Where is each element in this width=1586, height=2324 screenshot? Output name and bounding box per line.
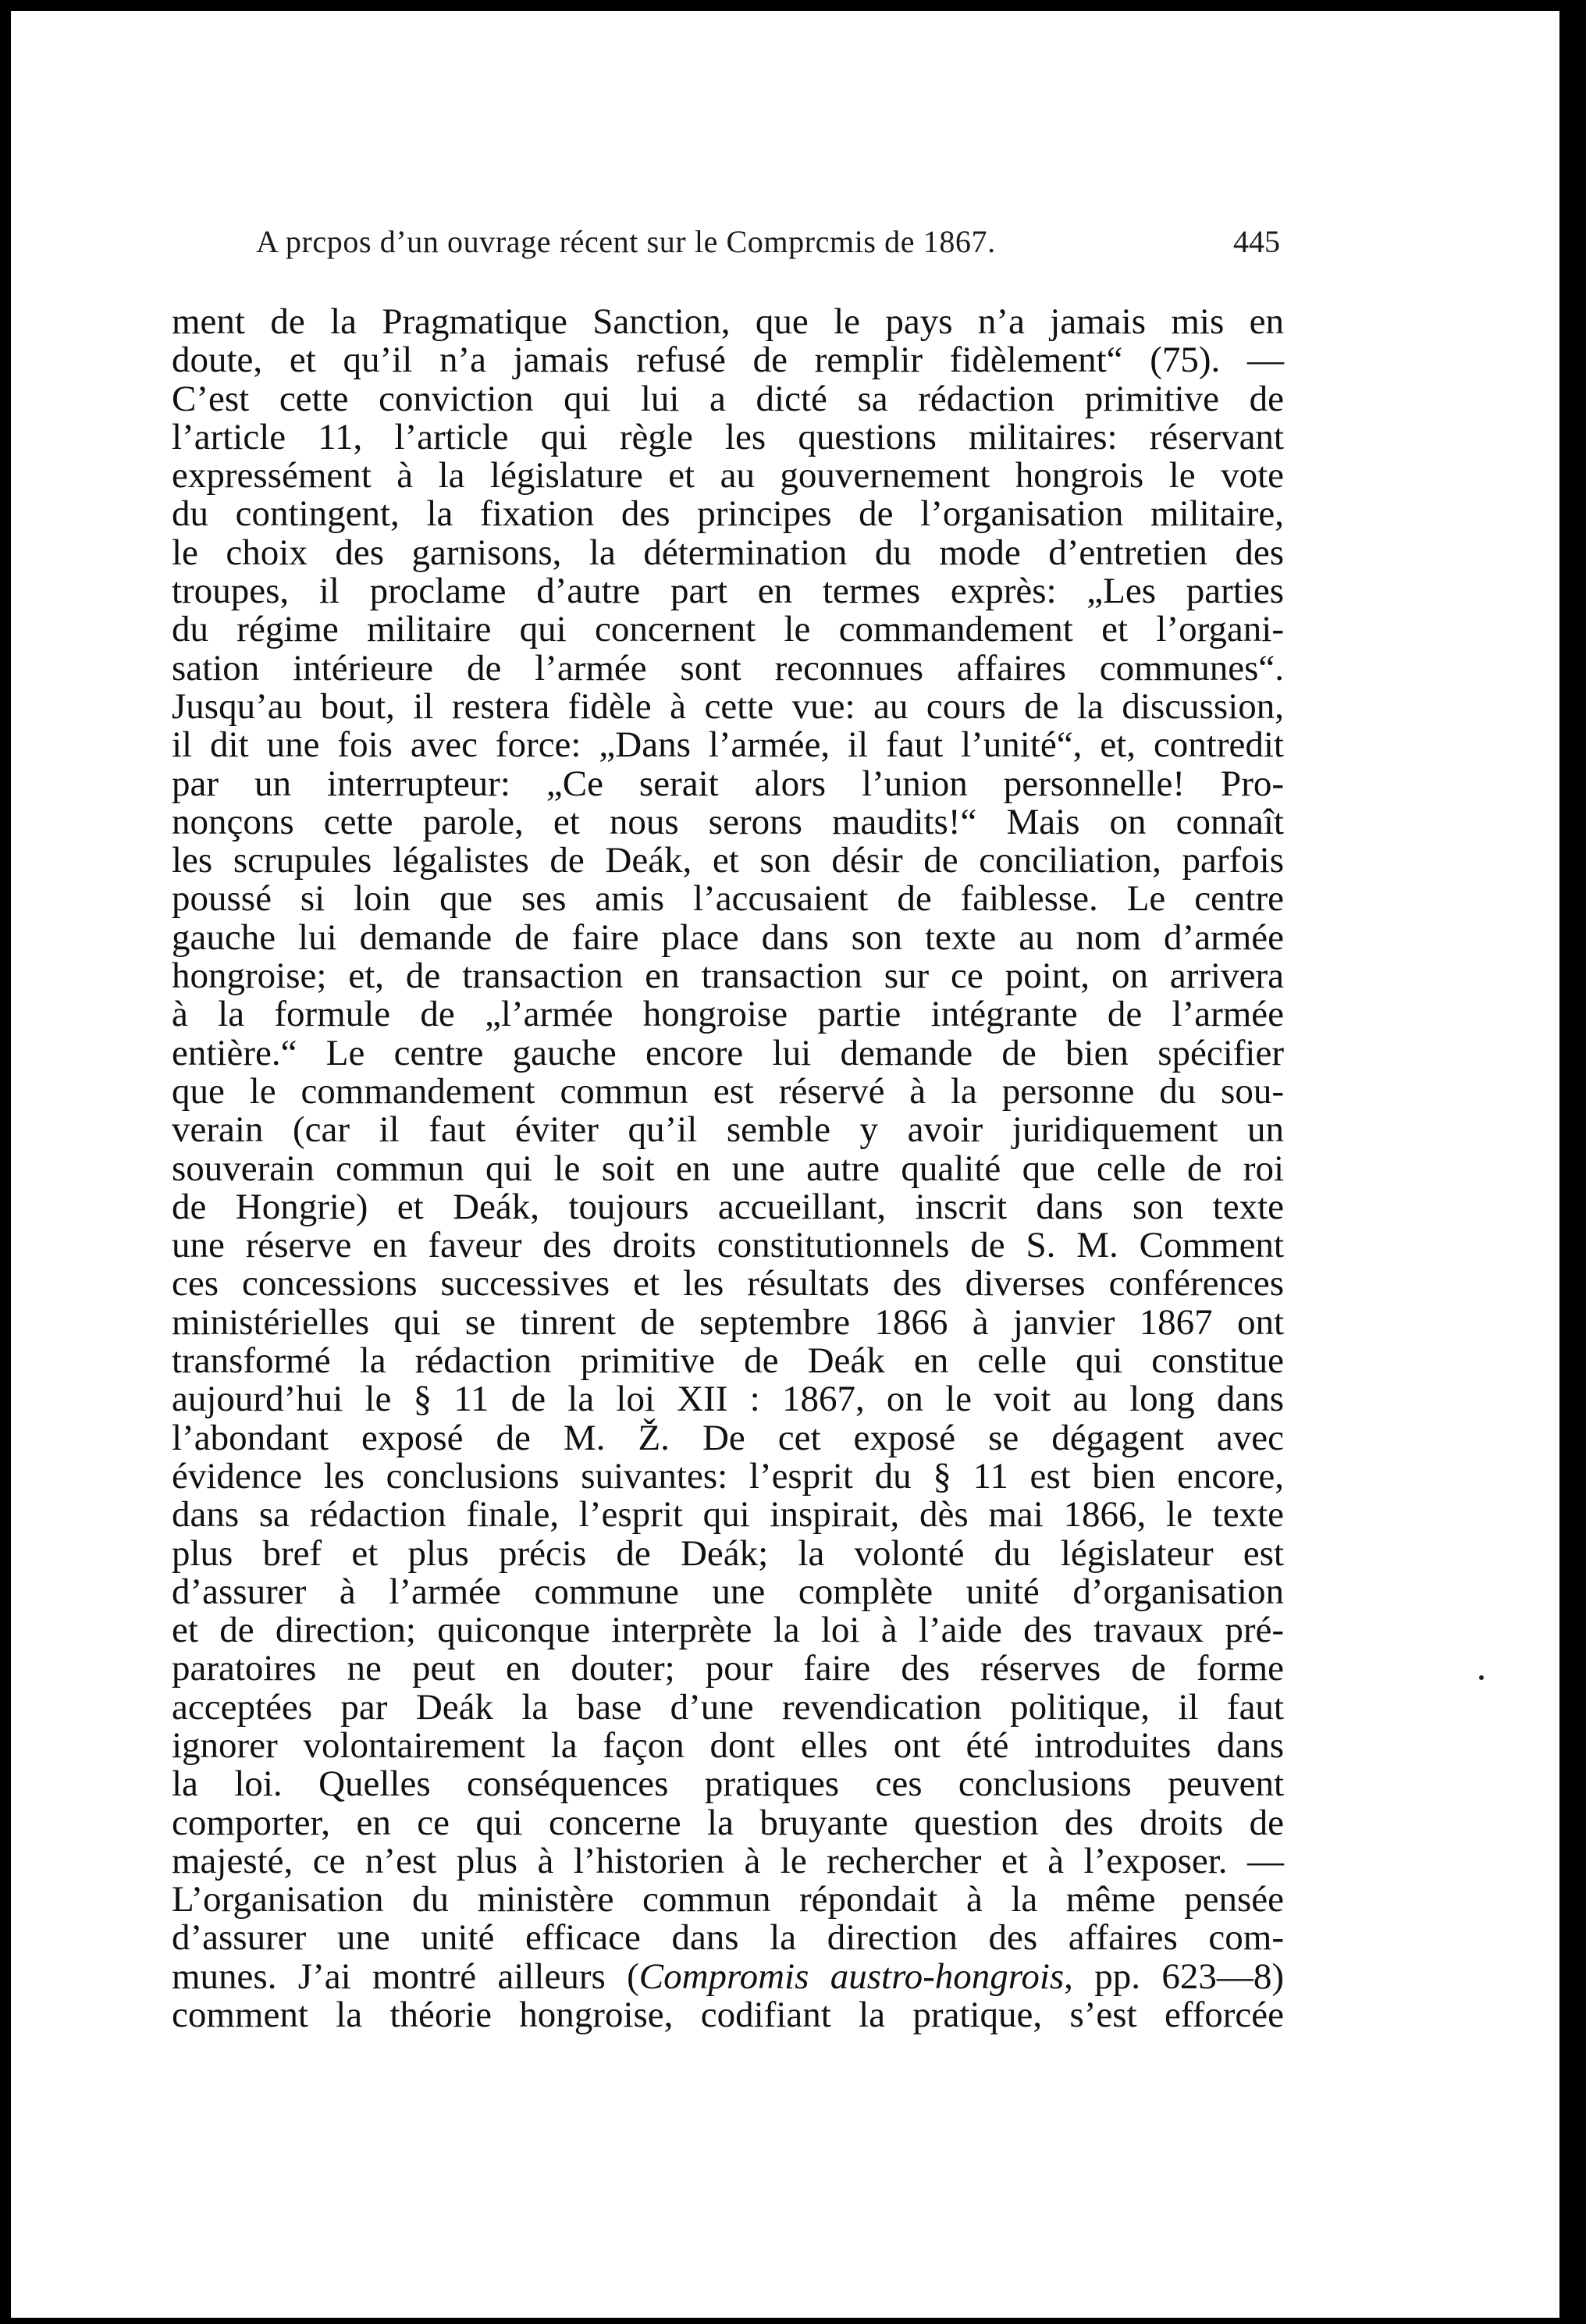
text-line: il dit une fois avec force: „Dans l’armée, il faut l’unité“, et, contredit bbox=[172, 724, 1284, 766]
text-line: dans sa rédaction finale, l’esprit qui inspirait, dès mai 1866, le texte bbox=[172, 1494, 1284, 1536]
text-line: hongroise; et, de transaction en transaction sur ce point, on arrivera bbox=[172, 956, 1284, 997]
text-line: évidence les conclusions suivantes: l’esprit du § 11 est bien encore, bbox=[172, 1455, 1284, 1497]
text-line: ces concessions successives et les résultats des diverses conférences bbox=[172, 1263, 1284, 1304]
text-line: aujourd’hui le § 11 de la loi XII : 1867, on le voit au long dans bbox=[172, 1379, 1284, 1420]
text-line: Jusqu’au bout, il restera fidèle à cette vue: au cours de la discussion, bbox=[172, 685, 1284, 727]
text-line: transformé la rédaction primitive de Deák en celle qui constitue bbox=[172, 1340, 1284, 1382]
text-line: d’assurer une unité efficace dans la direction des affaires com- bbox=[172, 1917, 1284, 1959]
text-line: par un interrupteur: „Ce serait alors l’union personnelle! Pro- bbox=[172, 763, 1284, 804]
text-line: sation intérieure de l’armée sont reconnues affaires communes“. bbox=[172, 647, 1284, 689]
text-line: nonçons cette parole, et nous serons maudits!“ Mais on connaît bbox=[172, 801, 1284, 842]
text-line: paratoires ne peut en douter; pour faire des réserves de forme bbox=[172, 1648, 1284, 1689]
scan-speck bbox=[1479, 1675, 1484, 1680]
text-line: l’abondant exposé de M. Ž. De cet exposé se dégagent avec bbox=[172, 1417, 1284, 1458]
text-line: le choix des garnisons, la détermination du mode d’entretien des bbox=[172, 532, 1284, 573]
text-line: ignorer volontairement la façon dont elles ont été introduites dans bbox=[172, 1724, 1284, 1766]
text-line: troupes, il proclame d’autre part en termes exprès: „Les parties bbox=[172, 571, 1284, 612]
text-line: C’est cette conviction qui lui a dicté sa rédaction primitive de bbox=[172, 378, 1284, 419]
text-line: acceptées par Deák la base d’une revendication politique, il faut bbox=[172, 1686, 1284, 1728]
text-line: d’assurer à l’armée commune une complète unité d’organisation bbox=[172, 1571, 1284, 1612]
text-line: de Hongrie) et Deák, toujours accueillant, inscrit dans son texte bbox=[172, 1186, 1284, 1227]
text-line: à la formule de „l’armée hongroise partie intégrante de l’armée bbox=[172, 994, 1284, 1035]
text-line: entière.“ Le centre gauche encore lui demande de bien spécifier bbox=[172, 1032, 1284, 1073]
text-line: que le commandement commun est réservé à la personne du sou- bbox=[172, 1070, 1284, 1112]
text-line: du régime militaire qui concernent le commandement et l’organi- bbox=[172, 609, 1284, 650]
text-line: les scrupules légalistes de Deák, et son désir de conciliation, parfois bbox=[172, 840, 1284, 881]
body-text bbox=[172, 303, 1284, 2034]
text-line: poussé si loin que ses amis l’accusaient de faiblesse. Le centre bbox=[172, 878, 1284, 920]
text-line: comment la théorie hongroise, codifiant la pratique, s’est efforcée bbox=[172, 1995, 1284, 2036]
text-line: du contingent, la fixation des principes de l’organisation militaire, bbox=[172, 493, 1284, 535]
text-line: verain (car il faut éviter qu’il semble y avoir juridiquement un bbox=[172, 1109, 1284, 1151]
text-line: l’article 11, l’article qui règle les questions militaires: réservant bbox=[172, 416, 1284, 457]
text-line: ministérielles qui se tinrent de septembre 1866 à janvier 1867 ont bbox=[172, 1301, 1284, 1343]
italic-book-title: Compromis austro-hongrois bbox=[638, 1956, 1065, 1997]
text-line: plus bref et plus précis de Deák; la volonté du législateur est bbox=[172, 1532, 1284, 1574]
scan-edge bbox=[1559, 0, 1586, 2324]
running-head: A prcpos d’un ouvrage récent sur le Comprcmis de 1867. bbox=[256, 224, 996, 259]
text-line: souverain commun qui le soit en une autre qualité que celle de roi bbox=[172, 1148, 1284, 1189]
text-line: et de direction; quiconque interprète la loi à l’aide des travaux pré- bbox=[172, 1610, 1284, 1651]
text-line: ment de la Pragmatique Sanction, que le pays n’a jamais mis en bbox=[172, 301, 1284, 342]
text-line-citation bbox=[172, 1958, 1284, 1996]
page-number: 445 bbox=[1233, 224, 1280, 259]
text-line-part: munes. J’ai montré ailleurs ( bbox=[172, 1956, 639, 1997]
text-line: la loi. Quelles conséquences pratiques ces conclusions peuvent bbox=[172, 1763, 1284, 1805]
text-line: L’organisation du ministère commun répondait à la même pensée bbox=[172, 1879, 1284, 1920]
text-line-part: , pp. 623—8) bbox=[1064, 1956, 1284, 1997]
text-line: une réserve en faveur des droits constitutionnels de S. M. Comment bbox=[172, 1225, 1284, 1266]
text-line: doute, et qu’il n’a jamais refusé de remplir fidèlement“ (75). — bbox=[172, 340, 1284, 381]
text-line: majesté, ce n’est plus à l’historien à le rechercher et à l’exposer. — bbox=[172, 1840, 1284, 1881]
text-line: gauche lui demande de faire place dans son texte au nom d’armée bbox=[172, 916, 1284, 958]
text-line: comporter, en ce qui concerne la bruyante question des droits de bbox=[172, 1802, 1284, 1843]
text-line: expressément à la législature et au gouvernement hongrois le vote bbox=[172, 455, 1284, 496]
